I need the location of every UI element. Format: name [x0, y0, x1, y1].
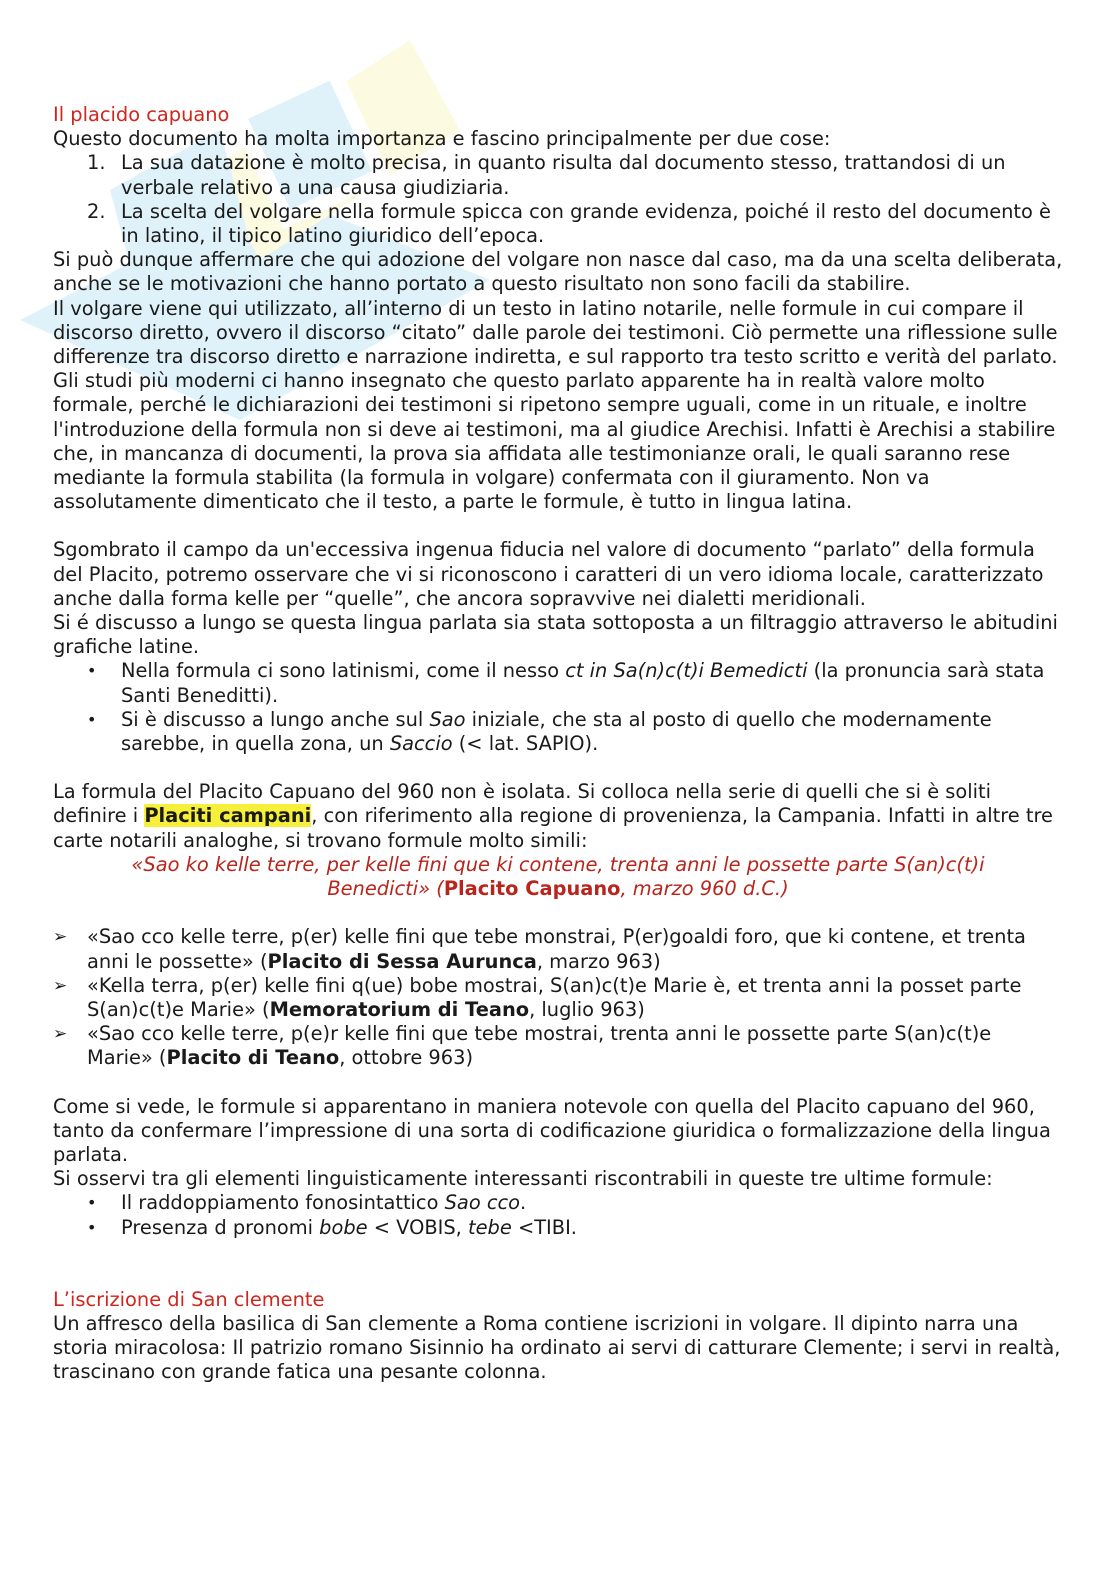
bullet-marker: • — [87, 1217, 97, 1237]
paragraph: Si é discusso a lungo se questa lingua parlata sia stata sottoposta a un filtraggio attraverso le abitudini grafiche latine. — [53, 611, 1058, 659]
numbered-item — [53, 200, 1063, 248]
arrow-item: ➢ «Sao cco kelle terre, p(e)r kelle fini que tebe mostrai, trenta anni le possette parte S(an)c(t)e Marie» (Placito di Teano, ottobre 963) — [53, 1022, 992, 1070]
highlighted-term: Placiti campani — [144, 804, 312, 828]
quoted-formula: «Sao ko kelle terre, per kelle fini que ki contene, trenta anni le possette parte S(an)c(t)i Benedicti» (Placito Capuano, marzo 960 d.C.) — [131, 852, 985, 901]
numbered-item — [53, 151, 1063, 199]
list-item-text: La scelta del volgare nella formule spicca con grande evidenza, poiché il resto del documento è in latino, il tipico latino giuridico dell’epoca. — [121, 199, 1051, 248]
paragraph: Si può dunque affermare che qui adozione del volgare non nasce dal caso, ma da una scelta deliberata, anche se le motivazioni che hanno portato a questo risultato non sono facili da stabilire. — [53, 248, 1063, 296]
paragraph: Sgombrato il campo da un'eccessiva ingenua fiducia nel valore di documento “parlato” della formula del Placito, potremo osservare che vi si riconoscono i caratteri di un vero idioma locale, caratterizzato anche dalla forma kelle per “quelle”, che ancora sopravvive nei dialetti meridionali. — [53, 538, 1044, 610]
paragraph: Questo documento ha molta importanza e fascino principalmente per due cose: — [53, 127, 831, 151]
paragraph: Gli studi più moderni ci hanno insegnato che questo parlato apparente ha in realtà valore molto formale, perché le dichiarazioni dei testimoni si ripetono sempre uguali, come in un rituale, e inoltre l'introduzione della formula non si deve ai testimoni, ma al giudice Arechisi. Infatti è Arechisi a stabilire che, in mancanza di documenti, la prova sia affidata alle testimonianze orali, le quali saranno rese mediante la formula stabilita (la formula in volgare) confermata con il giuramento. Non va assolutamente dimenticato che il testo, a parte le formule, è tutto in lingua latina. — [53, 369, 1056, 514]
section-title: Il placido capuano — [53, 103, 230, 126]
list-item-text: La sua datazione è molto precisa, in quanto risulta dal documento stesso, trattandosi di un verbale relativo a una causa giudiziaria. — [121, 151, 1006, 199]
arrow-item: ➢ «Kella terra, p(er) kelle fini q(ue) bobe mostrai, S(an)c(t)e Marie è, et trenta anni la posset parte S(an)c(t)e Marie» (Memoratorium di Teano, luglio 963) — [53, 973, 1022, 1021]
paragraph: Come si vede, le formule si apparentano in maniera notevole con quella del Placito capuano del 960, tanto da confermare l’impressione di una sorta di codificazione giuridica o formalizzazione della lingua parlata. — [53, 1094, 1051, 1166]
bullet-item: • Si è discusso a lungo anche sul Sao iniziale, che sta al posto di quello che modernamente sarebbe, in quella zona, un Saccio (< lat. SAPIO). — [87, 707, 992, 756]
bullet-item: • Presenza d pronomi bobe < VOBIS, tebe <TIBI. — [87, 1215, 577, 1239]
paragraph: Il volgare viene qui utilizzato, all’interno di un testo in latino notarile, nelle formule in cui compare il discorso diretto, ovvero il discorso “citato” dalle parole dei testimoni. Ciò permette una riflessione sulle differenze tra discorso diretto e narrazione indiretta, e sul rapporto tra testo scritto e verità del parlato. — [53, 296, 1058, 369]
arrow-marker: ➢ — [53, 975, 68, 996]
bullet-marker: • — [87, 709, 97, 729]
bullet-marker: • — [87, 661, 97, 681]
bullet-item: • Nella formula ci sono latinismi, come il nesso ct in Sa(n)c(t)i Bemedicti (la pronuncia sarà stata Santi Beneditti). — [87, 659, 1045, 707]
list-number: 2. — [87, 199, 106, 223]
paragraph: La formula del Placito Capuano del 960 non è isolata. Si colloca nella serie di quelli che si è soliti definire i Placiti campani, con riferimento alla regione di provenienza, la Campania. Infatti in altre tre carte notarili analoghe, si trovano formule molto simili: — [53, 780, 1053, 852]
list-number: 1. — [87, 151, 106, 175]
paragraph: Si osservi tra gli elementi linguisticamente interessanti riscontrabili in queste tre ultime formule: — [53, 1167, 993, 1191]
paragraph: Un affresco della basilica di San clemente a Roma contiene iscrizioni in volgare. Il dipinto narra una storia miracolosa: Il patrizio romano Sisinnio ha ordinato ai servi di catturare Clemente; i servi in realtà, trascinano con grande fatica una pesante colonna. — [53, 1311, 1061, 1384]
bullet-item: • Il raddoppiamento fonosintattico Sao cco. — [87, 1191, 527, 1215]
arrow-item: ➢ «Sao cco kelle terre, p(er) kelle fini que tebe monstrai, P(er)goaldi foro, que ki contene, et trenta anni le possette» (Placito di Sessa Aurunca, marzo 963) — [53, 925, 1026, 973]
arrow-marker: ➢ — [53, 1024, 68, 1045]
arrow-marker: ➢ — [53, 927, 68, 948]
bullet-marker: • — [87, 1193, 97, 1213]
document-body — [53, 103, 1063, 1385]
section-title: L’iscrizione di San clemente — [53, 1287, 325, 1311]
